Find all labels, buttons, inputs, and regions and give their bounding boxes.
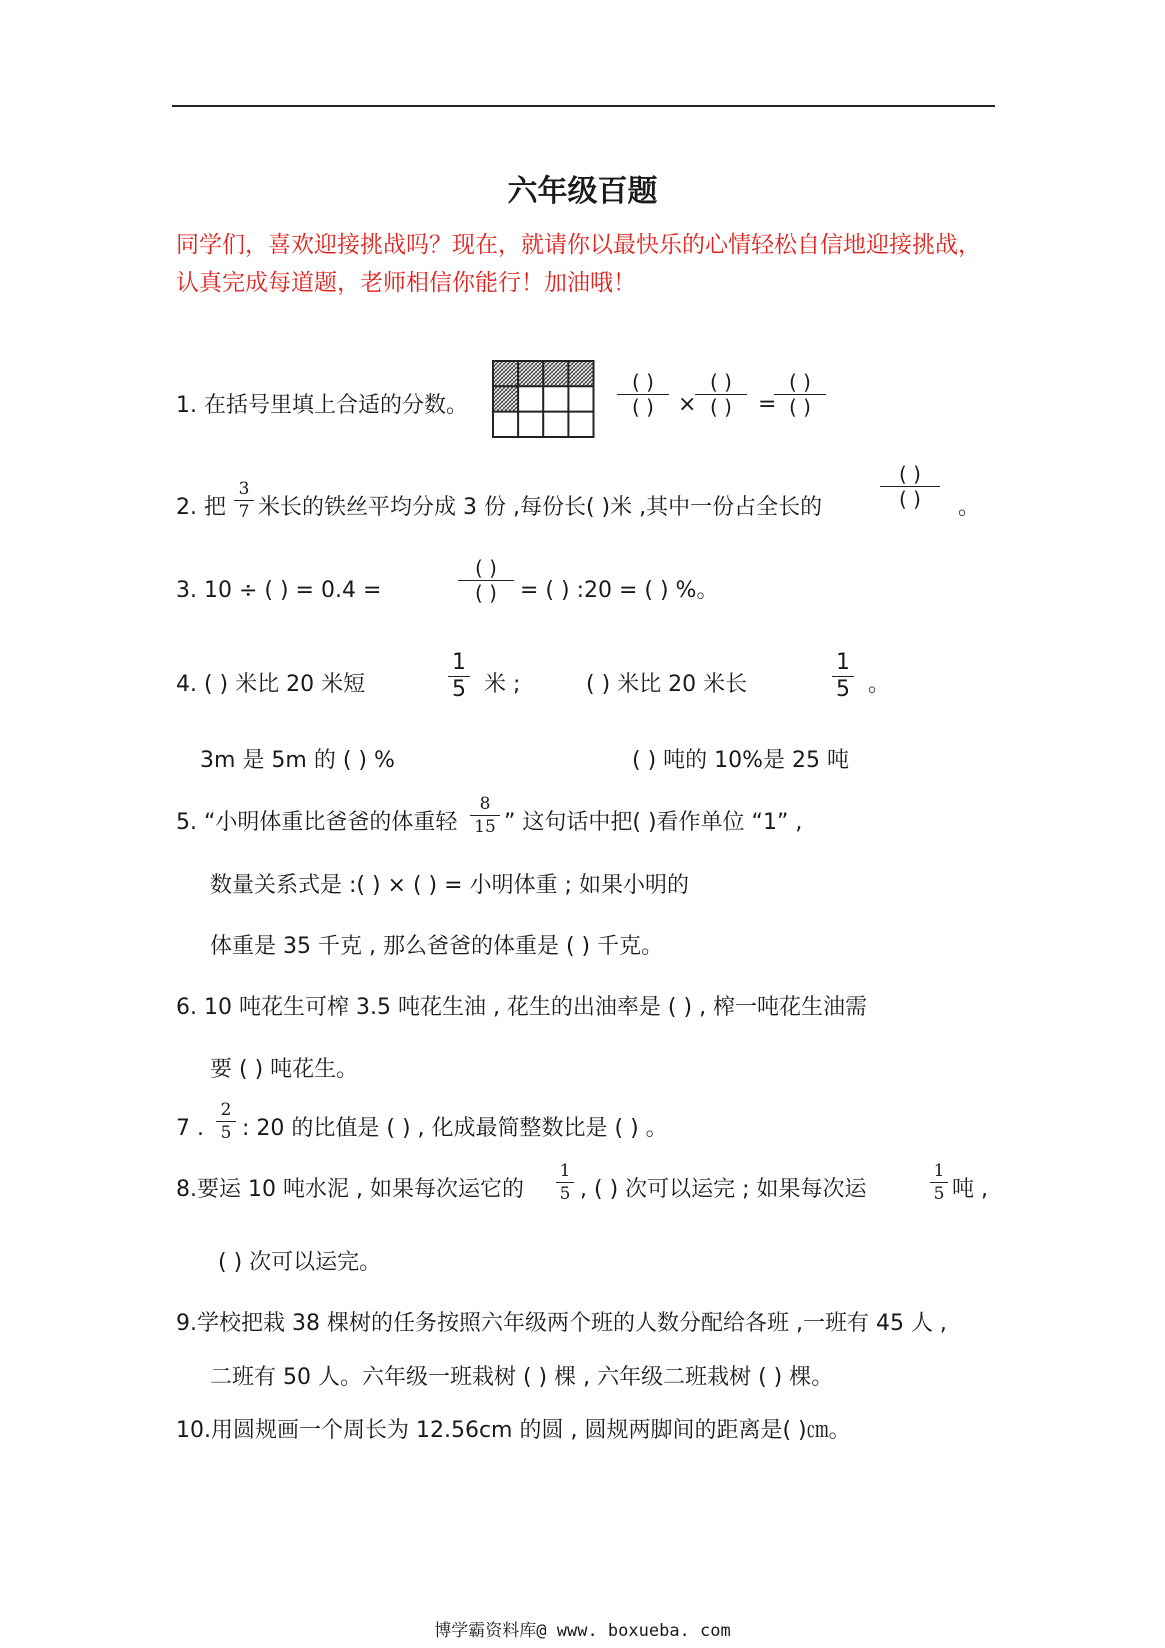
q1-fraction-3-den[interactable]: ( ) [789, 395, 811, 419]
q1-fraction-2-den[interactable]: ( ) [710, 395, 732, 419]
q1-fraction-2 [695, 370, 747, 419]
q8-fraction-1-den: 5 [559, 1184, 571, 1204]
q4-fraction-1 [448, 650, 470, 703]
q2-blank-den[interactable]: ( ) [899, 487, 921, 511]
q3-blank-fraction [458, 556, 514, 605]
q2-blank-num[interactable]: ( ) [899, 462, 921, 486]
q2-fraction [234, 478, 254, 523]
q4-fraction-2-num: 1 [836, 650, 850, 675]
question-4-part3: ( ) 米比 20 米长 [586, 672, 748, 697]
q1-fraction-2-num[interactable]: ( ) [710, 370, 732, 394]
question-3-part2: = ( ) :20 = ( ) %。 [520, 578, 719, 603]
q4-fraction-2-den: 5 [836, 677, 850, 702]
question-4-part1: 4. ( ) 米比 20 米短 [176, 672, 366, 697]
question-4-line2a: 3m 是 5m 的 ( ) % [200, 748, 395, 773]
question-6-line2: 要 ( ) 吨花生。 [210, 1057, 359, 1082]
q5-fraction [470, 793, 500, 838]
q1-fraction-1-num[interactable]: ( ) [632, 370, 654, 394]
q8-fraction-2 [930, 1160, 948, 1205]
question-5-line2: 数量关系式是 :( ) × ( ) = 小明体重 ; 如果小明的 [210, 873, 689, 898]
q5-fraction-den: 15 [474, 817, 496, 837]
question-4-line2b: ( ) 吨的 10%是 25 吨 [632, 748, 850, 773]
q7-fraction-den: 5 [220, 1123, 232, 1143]
q3-blank-den[interactable]: ( ) [475, 581, 497, 605]
q2-fraction-num: 3 [238, 479, 250, 499]
fraction-grid [492, 360, 596, 440]
question-10-line: 10.用圆规画一个周长为 12.56cm 的圆 , 圆规两脚间的距离是( )㎝。 [176, 1418, 851, 1443]
question-2-end: 。 [958, 495, 981, 520]
question-7-prefix: 7 . [176, 1116, 204, 1141]
times-sign: × [678, 392, 697, 417]
question-3-part1: 3. 10 ÷ ( ) = 0.4 = [176, 578, 382, 603]
question-5-line3: 体重是 35 千克 , 那么爸爸的体重是 ( ) 千克。 [210, 934, 664, 959]
question-4-part2: 米 ; [484, 672, 521, 697]
question-4-end: 。 [868, 672, 891, 697]
equals-sign: = [758, 392, 777, 417]
question-7-text: : 20 的比值是 ( ) , 化成最简整数比是 ( ) 。 [242, 1116, 668, 1141]
q8-fraction-1 [556, 1160, 574, 1205]
question-5-part2: ” 这句话中把( )看作单位 “1” , [504, 810, 803, 835]
q1-fraction-1 [617, 370, 669, 419]
q4-fraction-1-num: 1 [452, 650, 466, 675]
question-9-line1: 9.学校把栽 38 棵树的任务按照六年级两个班的人数分配给各班 ,一班有 45 人 , [176, 1311, 947, 1336]
question-8-part2: , ( ) 次可以运完 ; 如果每次运 [580, 1177, 867, 1202]
q4-fraction-1-den: 5 [452, 677, 466, 702]
q1-fraction-1-den[interactable]: ( ) [632, 395, 654, 419]
question-8-part3: 吨 , [952, 1177, 988, 1202]
question-1-text: 1. 在括号里填上合适的分数。 [176, 393, 468, 418]
intro-line-1: 同学们，喜欢迎接挑战吗？现在，就请你以最快乐的心情轻松自信地迎接挑战， [176, 232, 981, 258]
q3-blank-num[interactable]: ( ) [475, 556, 497, 580]
page-title: 六年级百题 [507, 174, 658, 209]
q8-fraction-2-den: 5 [933, 1184, 945, 1204]
q2-fraction-den: 7 [238, 502, 250, 522]
intro-text [176, 226, 1006, 302]
question-2-prefix: 2. 把 [176, 495, 226, 520]
header-rule [172, 105, 995, 107]
question-5-part1: 5. “小明体重比爸爸的体重轻 [176, 810, 458, 835]
q1-fraction-3-num[interactable]: ( ) [789, 370, 811, 394]
question-8-line2: ( ) 次可以运完。 [218, 1250, 382, 1275]
question-2-text: 米长的铁丝平均分成 3 份 ,每份长( )米 ,其中一份占全长的 [258, 495, 823, 520]
question-9-line2: 二班有 50 人。六年级一班栽树 ( ) 棵 , 六年级二班栽树 ( ) 棵。 [210, 1365, 834, 1390]
q8-fraction-2-num: 1 [933, 1161, 945, 1181]
q8-fraction-1-num: 1 [559, 1161, 571, 1181]
q1-fraction-3 [774, 370, 826, 419]
footer-watermark: 博学霸资料库@ www. boxueba. com [434, 1621, 731, 1641]
q7-fraction-num: 2 [220, 1100, 232, 1120]
q4-fraction-2 [832, 650, 854, 703]
q7-fraction [216, 1099, 236, 1144]
question-6-line1: 6. 10 吨花生可榨 3.5 吨花生油 , 花生的出油率是 ( ) , 榨一吨花生油需 [176, 995, 868, 1020]
question-8-part1: 8.要运 10 吨水泥 , 如果每次运它的 [176, 1177, 524, 1202]
intro-line-2: 认真完成每道题，老师相信你能行！加油哦！ [176, 270, 636, 296]
q2-blank-fraction [880, 462, 940, 511]
q5-fraction-num: 8 [479, 794, 491, 814]
